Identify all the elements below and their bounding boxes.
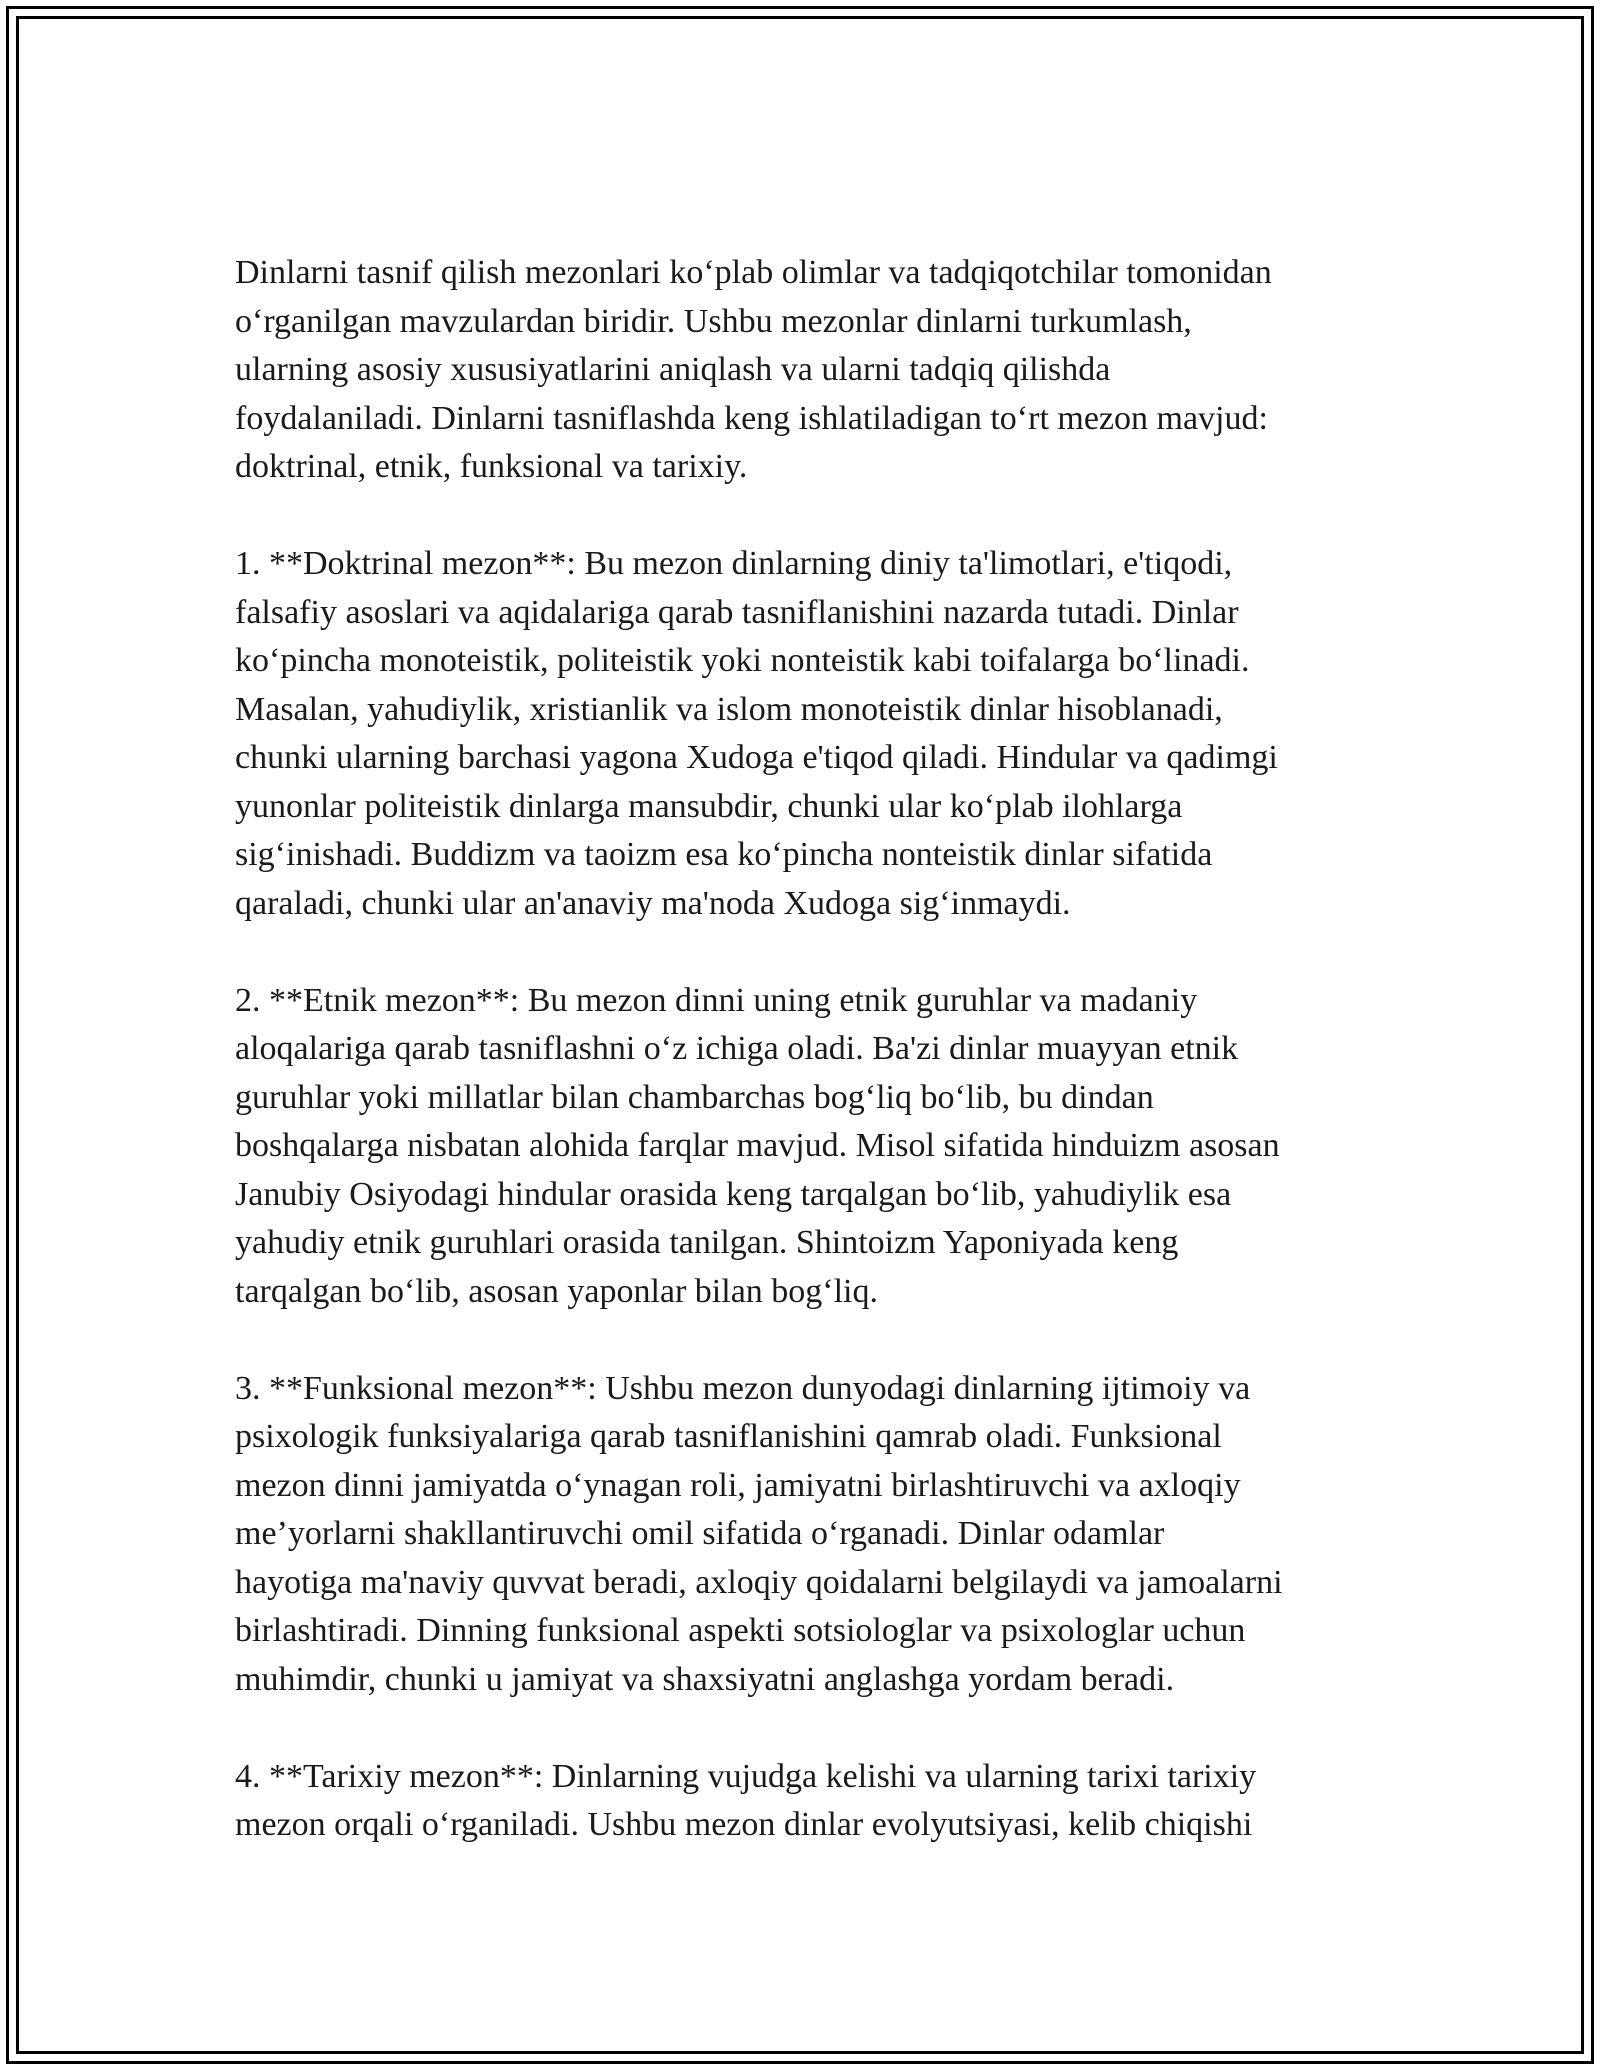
text-line: me’yorlarni shakllantiruvchi omil sifatida o‘rganadi. Dinlar odamlar	[235, 1515, 1165, 1552]
text-line: hayotiga ma'naviy quvvat beradi, axloqiy qoidalarni belgilaydi va jamoalarni	[235, 1563, 1283, 1601]
text-line: o‘rganilgan mavzulardan biridir. Ushbu mezonlar dinlarni turkumlash,	[235, 302, 1192, 340]
paragraph-tarixiy	[235, 1753, 1375, 1850]
text-line: 3. **Funksional mezon**: Ushbu mezon dunyodagi dinlarning ijtimoiy va	[235, 1369, 1251, 1407]
paragraph-funksional	[235, 1365, 1375, 1705]
text-line: sig‘inishadi. Buddizm va taoizm esa ko‘pincha nonteistik dinlar sifatida	[235, 836, 1213, 873]
document-body	[235, 249, 1375, 1898]
text-line: Janubiy Osiyodagi hindular orasida keng tarqalgan bo‘lib, yahudiylik esa	[235, 1175, 1232, 1213]
text-line: 2. **Etnik mezon**: Bu mezon dinni uning etnik guruhlar va madaniy	[235, 981, 1198, 1019]
text-line: guruhlar yoki millatlar bilan chambarchas bog‘liq bo‘lib, bu dindan	[235, 1078, 1154, 1116]
text-line: yunonlar politeistik dinlarga mansubdir, chunki ular ko‘plab ilohlarga	[235, 787, 1183, 825]
text-line: Dinlarni tasnif qilish mezonlari ko‘plab olimlar va tadqiqotchilar tomonidan	[235, 254, 1272, 291]
paragraph-intro	[235, 249, 1375, 492]
text-line: ularning asosiy xususiyatlarini aniqlash va ularni tadqiq qilishda	[235, 351, 1111, 388]
text-line: chunki ularning barchasi yagona Xudoga e'tiqod qiladi. Hindular va qadimgi	[235, 739, 1278, 776]
text-line: foydalaniladi. Dinlarni tasniflashda keng ishlatiladigan to‘rt mezon mavjud:	[235, 399, 1268, 437]
text-line: birlashtiradi. Dinning funksional aspekti sotsiologlar va psixologlar uchun	[235, 1612, 1246, 1649]
text-line: aloqalariga qarab tasniflashni o‘z ichiga oladi. Ba'zi dinlar muayyan etnik	[235, 1030, 1239, 1067]
text-line: boshqalarga nisbatan alohida farqlar mavjud. Misol sifatida hinduizm asosan	[235, 1127, 1280, 1164]
text-line: 1. **Doktrinal mezon**: Bu mezon dinlarning diniy ta'limotlari, e'tiqodi,	[235, 545, 1233, 582]
text-line: yahudiy etnik guruhlari orasida tanilgan. Shintoizm Yaponiyada keng	[235, 1224, 1179, 1261]
text-line: doktrinal, etnik, funksional va tarixiy.	[235, 448, 748, 485]
text-line: Masalan, yahudiylik, xristianlik va islom monoteistik dinlar hisoblanadi,	[235, 690, 1223, 728]
text-line: psixologik funksiyalariga qarab tasniflanishini qamrab oladi. Funksional	[235, 1418, 1222, 1455]
text-line: qaraladi, chunki ular an'anaviy ma'noda Xudoga sig‘inmaydi.	[235, 884, 1071, 922]
paragraph-etnik	[235, 977, 1375, 1317]
text-line: mezon dinni jamiyatda o‘ynagan roli, jamiyatni birlashtiruvchi va axloqiy	[235, 1466, 1241, 1504]
text-line: 4. **Tarixiy mezon**: Dinlarning vujudga kelishi va ularning tarixi tarixiy	[235, 1757, 1257, 1795]
text-line: ko‘pincha monoteistik, politeistik yoki nonteistik kabi toifalarga bo‘linadi.	[235, 642, 1250, 679]
text-line: tarqalgan bo‘lib, asosan yaponlar bilan bog‘liq.	[235, 1272, 878, 1310]
text-line: muhimdir, chunki u jamiyat va shaxsiyatni anglashga yordam beradi.	[235, 1660, 1175, 1698]
text-line: mezon orqali o‘rganiladi. Ushbu mezon dinlar evolyutsiyasi, kelib chiqishi	[235, 1806, 1253, 1843]
text-line: falsafiy asoslari va aqidalariga qarab tasniflanishini nazarda tutadi. Dinlar	[235, 593, 1239, 631]
paragraph-doktrinal	[235, 540, 1375, 928]
